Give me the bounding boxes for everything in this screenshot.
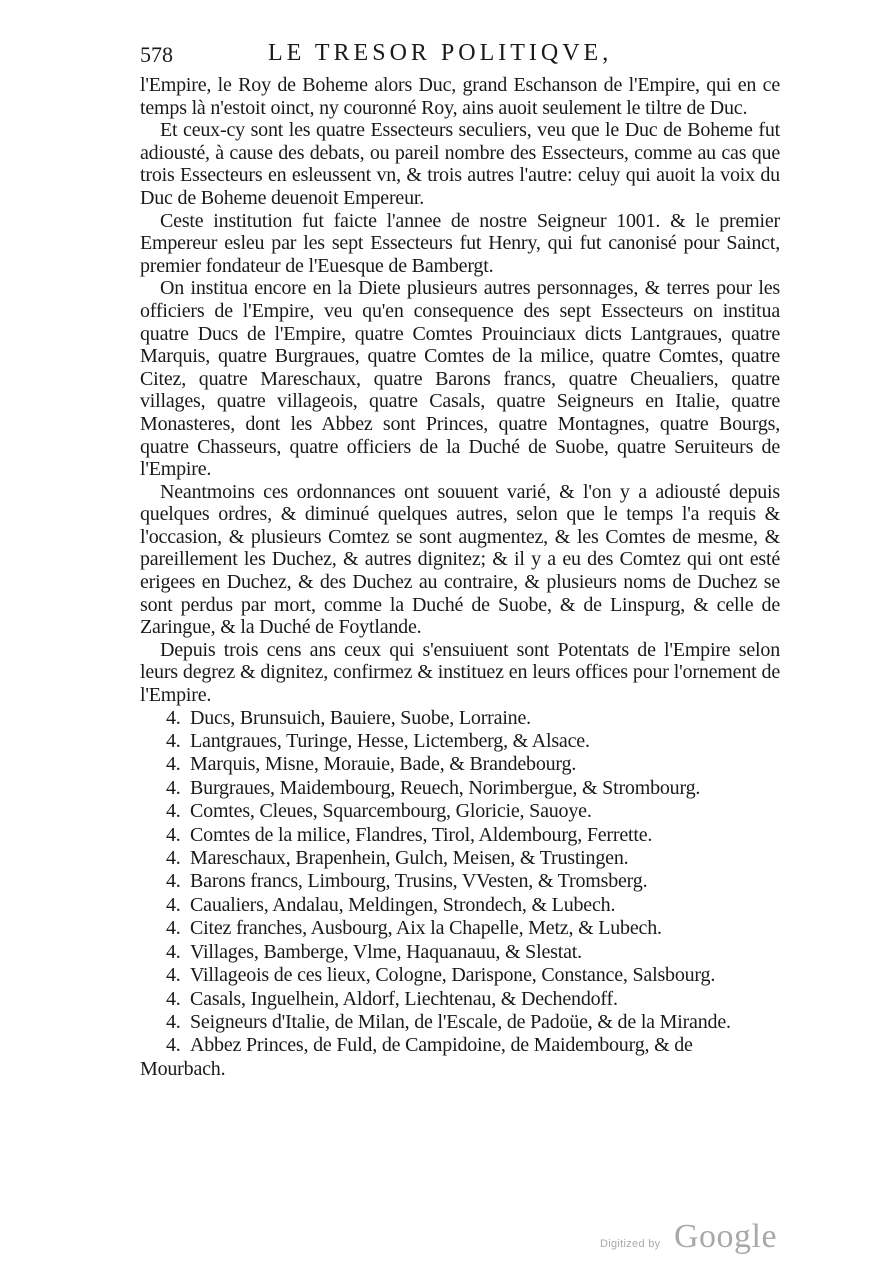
paragraph: Neantmoins ces ordonnances ont souuent varié, & l'on y a adiousté depuis quelques ordres, & diminué quelques autres, selon que le temps l'a requis & l'occasion, & plusieurs Comtez se sont augmentez, & les Comtes de mesme, & pareillement les Duchez, & autres dignitez; & il y a eu des Comtez qui ont esté erigees en Duchez, & des Duchez au contraire, & plusieurs noms de Duchez se sont perdus par mort, comme la Duché de Suobe, & de Linspurg, & celle de Zaringue, & la Duché de Foytlande. xyxy=(140,480,780,639)
list-item xyxy=(140,1011,780,1034)
paragraph: Depuis trois cens ans ceux qui s'ensuiuent sont Potentats de l'Empire selon leurs degrez & dignitez, confirmez & instituez en leurs offices pour l'ornement de l'Empire. xyxy=(140,638,780,707)
list-number: 4. xyxy=(166,730,181,753)
list-item xyxy=(140,870,780,893)
list-number: 4. xyxy=(166,823,181,846)
list-number: 4. xyxy=(166,800,181,823)
list-number: 4. xyxy=(166,847,181,870)
list-text: Lantgraues, Turinge, Hesse, Lictemberg, & Alsace. xyxy=(190,730,590,753)
list-item xyxy=(140,1034,780,1081)
list-number: 4. xyxy=(166,893,181,916)
list-number: 4. xyxy=(166,987,181,1010)
list-text: Caualiers, Andalau, Meldingen, Strondech, & Lubech. xyxy=(190,893,616,916)
running-head xyxy=(140,40,780,74)
paragraph: l'Empire, le Roy de Boheme alors Duc, grand Eschanson de l'Empire, qui en ce temps là n'estoit oinct, ny couronné Roy, ains auoit seulement le tiltre de Duc. xyxy=(140,74,780,119)
list-text: Casals, Inguelhein, Aldorf, Liechtenau, & Dechendoff. xyxy=(190,987,618,1010)
list-text: Barons francs, Limbourg, Trusins, VVesten, & Tromsberg. xyxy=(190,870,648,893)
running-title: LE TRESOR POLITIQVE, xyxy=(268,40,613,66)
list-item xyxy=(140,730,780,753)
list-number: 4. xyxy=(166,753,181,776)
page xyxy=(140,40,780,1220)
list-text: Ducs, Brunsuich, Bauiere, Suobe, Lorraine. xyxy=(190,706,531,729)
list-number: 4. xyxy=(166,917,181,940)
list-number: 4. xyxy=(166,706,181,729)
paragraph: Et ceux-cy sont les quatre Essecteurs seculiers, veu que le Duc de Boheme fut adiousté, à cause des debats, ou pareil nombre des Essecteurs, comme au cas que trois Essecteurs en esleussent vn, & trois autres l'autre: celuy qui auoit la voix du Duc de Boheme deuenoit Empereur. xyxy=(140,119,780,209)
list-number: 4. xyxy=(166,964,181,987)
potentates-list xyxy=(140,707,780,1082)
list-text: Villageois de ces lieux, Cologne, Darispone, Constance, Salsbourg. xyxy=(190,964,716,987)
list-number: 4. xyxy=(166,940,181,963)
list-text: Burgraues, Maidembourg, Reuech, Norimbergue, & Strombourg. xyxy=(190,776,701,799)
list-number: 4. xyxy=(166,1034,181,1057)
list-item xyxy=(140,988,780,1011)
list-item xyxy=(140,753,780,776)
list-text: Marquis, Misne, Morauie, Bade, & Brandebourg. xyxy=(190,753,577,776)
list-text: Comtes de la milice, Flandres, Tirol, Aldembourg, Ferrette. xyxy=(190,823,653,846)
paragraph: On institua encore en la Diete plusieurs autres personnages, & terres pour les officiers de l'Empire, veu qu'en consequence des sept Essecteurs on institua quatre Ducs de l'Empire, quatre Comtes Prouinciaux dicts Lantgraues, quatre Marquis, quatre Burgraues, quatre Comtes de la milice, quatre Comtes, quatre Citez, quatre Mareschaux, quatre Barons francs, quatre Cheualiers, quatre villages, quatre villageois, quatre Casals, quatre Seigneurs en Italie, quatre Monasteres, dont les Abbez sont Princes, quatre Montagnes, quatre Bourgs, quatre Chasseurs, quatre officiers de la Duché de Suobe, quatre Seruiteurs de l'Empire. xyxy=(140,277,780,481)
list-text-continuation: Mourbach. xyxy=(140,1057,226,1080)
body-text xyxy=(140,74,780,1081)
watermark-caption: Digitized by xyxy=(600,1238,661,1250)
list-number: 4. xyxy=(166,1010,181,1033)
list-item xyxy=(140,917,780,940)
list-text: Citez franches, Ausbourg, Aix la Chapelle, Metz, & Lubech. xyxy=(190,917,662,940)
list-item xyxy=(140,824,780,847)
list-text: Villages, Bamberge, Vlme, Haquanauu, & Slestat. xyxy=(190,940,582,963)
list-text: Abbez Princes, de Fuld, de Campidoine, de Maidembourg, & de xyxy=(190,1034,693,1057)
list-item xyxy=(140,847,780,870)
list-item xyxy=(140,800,780,823)
google-logo: Google xyxy=(674,1218,778,1255)
list-item xyxy=(140,964,780,987)
list-number: 4. xyxy=(166,776,181,799)
list-text: Comtes, Cleues, Squarcembourg, Gloricie, Sauoye. xyxy=(190,800,592,823)
list-text: Mareschaux, Brapenhein, Gulch, Meisen, & Trustingen. xyxy=(190,847,629,870)
list-item xyxy=(140,777,780,800)
list-item xyxy=(140,941,780,964)
digitized-by-google-watermark xyxy=(600,1218,800,1258)
list-item xyxy=(140,707,780,730)
list-number: 4. xyxy=(166,870,181,893)
paragraph: Ceste institution fut faicte l'annee de nostre Seigneur 1001. & le premier Empereur esleu par les sept Essecteurs fut Henry, qui fut canonisé pour Sainct, premier fondateur de l'Euesque de Bambergt. xyxy=(140,209,780,277)
list-text: Seigneurs d'Italie, de Milan, de l'Escale, de Padoüe, & de la Mirande. xyxy=(190,1010,731,1033)
page-number: 578 xyxy=(140,42,173,67)
list-item xyxy=(140,894,780,917)
